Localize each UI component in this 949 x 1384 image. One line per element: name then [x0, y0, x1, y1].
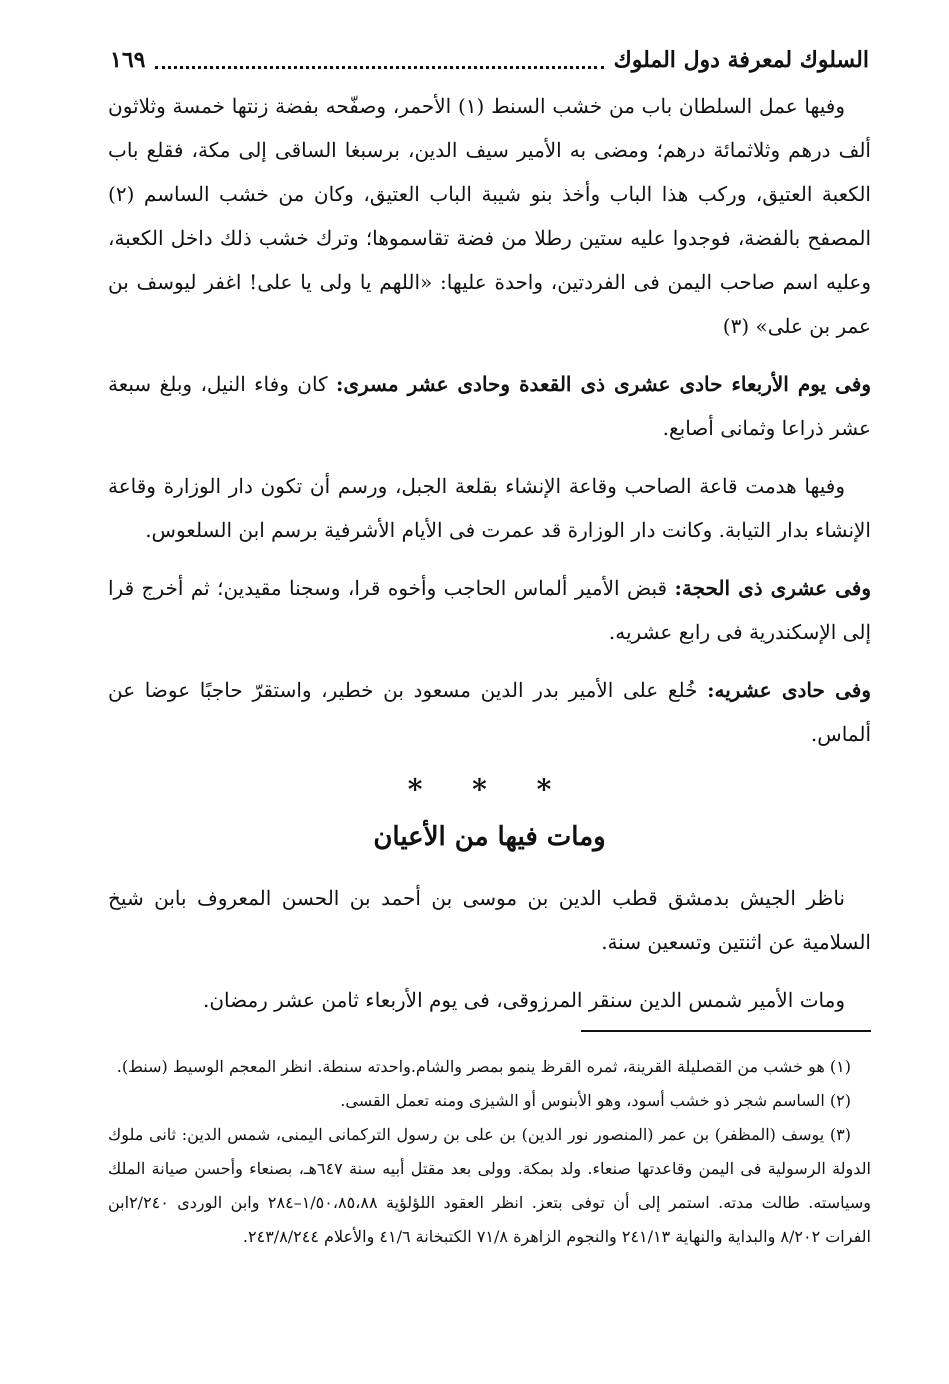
- section-heading: ومات فيها من الأعيان: [373, 822, 606, 852]
- paragraph: [108, 464, 871, 552]
- paragraph-text: خُلع على الأمير بدر الدين مسعود بن خطير، واستقرّ حاجبًا عوضا عن ألماس.: [108, 678, 871, 746]
- footnote: (٢) الساسم شجر ذو خشب أسود، وهو الأبنوس أو الشيزى ومنه تعمل القسى.: [340, 1091, 851, 1110]
- paragraph: [108, 668, 871, 756]
- obituary-entry: [108, 876, 871, 964]
- main-text: [108, 84, 871, 1036]
- paragraph-lead: وفى عشرى ذى الحجة:: [674, 576, 871, 600]
- paragraph-text: وفيها هدمت قاعة الصاحب وقاعة الإنشاء بقلعة الجبل، ورسم أن تكون دار الوزارة وقاعة الإنشاء بدار التيابة. وكانت دار الوزارة قد عمرت فى الأيام الأشرفية برسم ابن السلعوس.: [108, 474, 871, 542]
- paragraph: [108, 362, 871, 450]
- running-header: [110, 40, 869, 80]
- obituary-entry: [108, 978, 871, 1022]
- paragraph: [108, 84, 871, 348]
- page-number: ١٦٩: [110, 47, 146, 73]
- book-title: السلوك لمعرفة دول الملوك: [613, 47, 869, 73]
- obituary-text: ناظر الجيش بدمشق قطب الدين بن موسى بن أحمد بن الحسن المعروف بابن شيخ السلامية عن اثنتين وتسعين سنة.: [108, 886, 871, 954]
- section-separator: * * *: [407, 773, 572, 806]
- obituary-text: ومات الأمير شمس الدين سنقر المرزوقى، فى يوم الأربعاء ثامن عشر رمضان.: [202, 988, 845, 1012]
- paragraph: [108, 566, 871, 654]
- paragraph-lead: وفى حادى عشريه:: [707, 678, 871, 702]
- footnote: (١) هو خشب من القصليلة القرينة، ثمره القرظ ينمو بمصر والشام.واحدته سنطة. انظر المعجم الوسيط (سنط).: [116, 1057, 851, 1076]
- paragraph-text: قبض الأمير ألماس الحاجب وأخوه قرا، وسجنا مقيدين؛ ثم أخرج قرا إلى الإسكندرية فى رابع عشريه.: [108, 576, 871, 644]
- footnote-divider: [581, 1030, 871, 1032]
- footnotes: [108, 1050, 871, 1254]
- footnote: (٣) يوسف (المظفر) بن عمر (المنصور نور الدين) بن على بن رسول التركمانى اليمنى، شمس الدين: ثانى ملوك الدولة الرسولية فى اليمن وقاعدتها صنعاء. ولد بمكة. وولى بعد مقتل أبيه سنة ٦٤٧هـ، بصنعاء وأحسن صيانة الملك وسياسته. طالت مدته. استمر إلى أن توفى بتعز. انظر العقود اللؤلؤية ١/٥٠،٨٥،٨٨–٢٨٤ وابن الوردى ٢/٢٤٠ابن الفرات ٨/٢٠٢ والبداية والنهاية ٢٤١/١٣ والنجوم الزاهرة ٧١/٨ الكتبخانة ٤١/٦ والأعلام ٢٤٣/٨/٢٤٤.: [108, 1125, 872, 1246]
- header-dot-leader: [155, 52, 603, 69]
- paragraph-lead: وفى يوم الأربعاء حادى عشرى ذى القعدة وحادى عشر مسرى:: [335, 372, 871, 396]
- paragraph-text: كان وفاء النيل، وبلغ سبعة عشر ذراعا وثمانى أصابع.: [108, 372, 871, 440]
- paragraph-text: وفيها عمل السلطان باب من خشب السنط (١) الأحمر، وصفّحه بفضة زنتها خمسة وثلاثون ألف درهم وثلاثمائة درهم؛ ومضى به الأمير سيف الدين، برسبغا الساقى إلى مكة، فقلع باب الكعبة العتيق، وركب هذا الباب وأخذ بنو شيبة الباب العتيق، وكان من خشب الساسم (٢) المصفح بالفضة، فوجدوا عليه ستين رطلا من فضة تقاسموها؛ وترك خشب ذلك داخل الكعبة، وعليه اسم صاحب اليمن فى الفردتين، واحدة عليها: «اللهم يا ولى يا على! اغفر ليوسف بن عمر بن على» (٣): [108, 94, 871, 338]
